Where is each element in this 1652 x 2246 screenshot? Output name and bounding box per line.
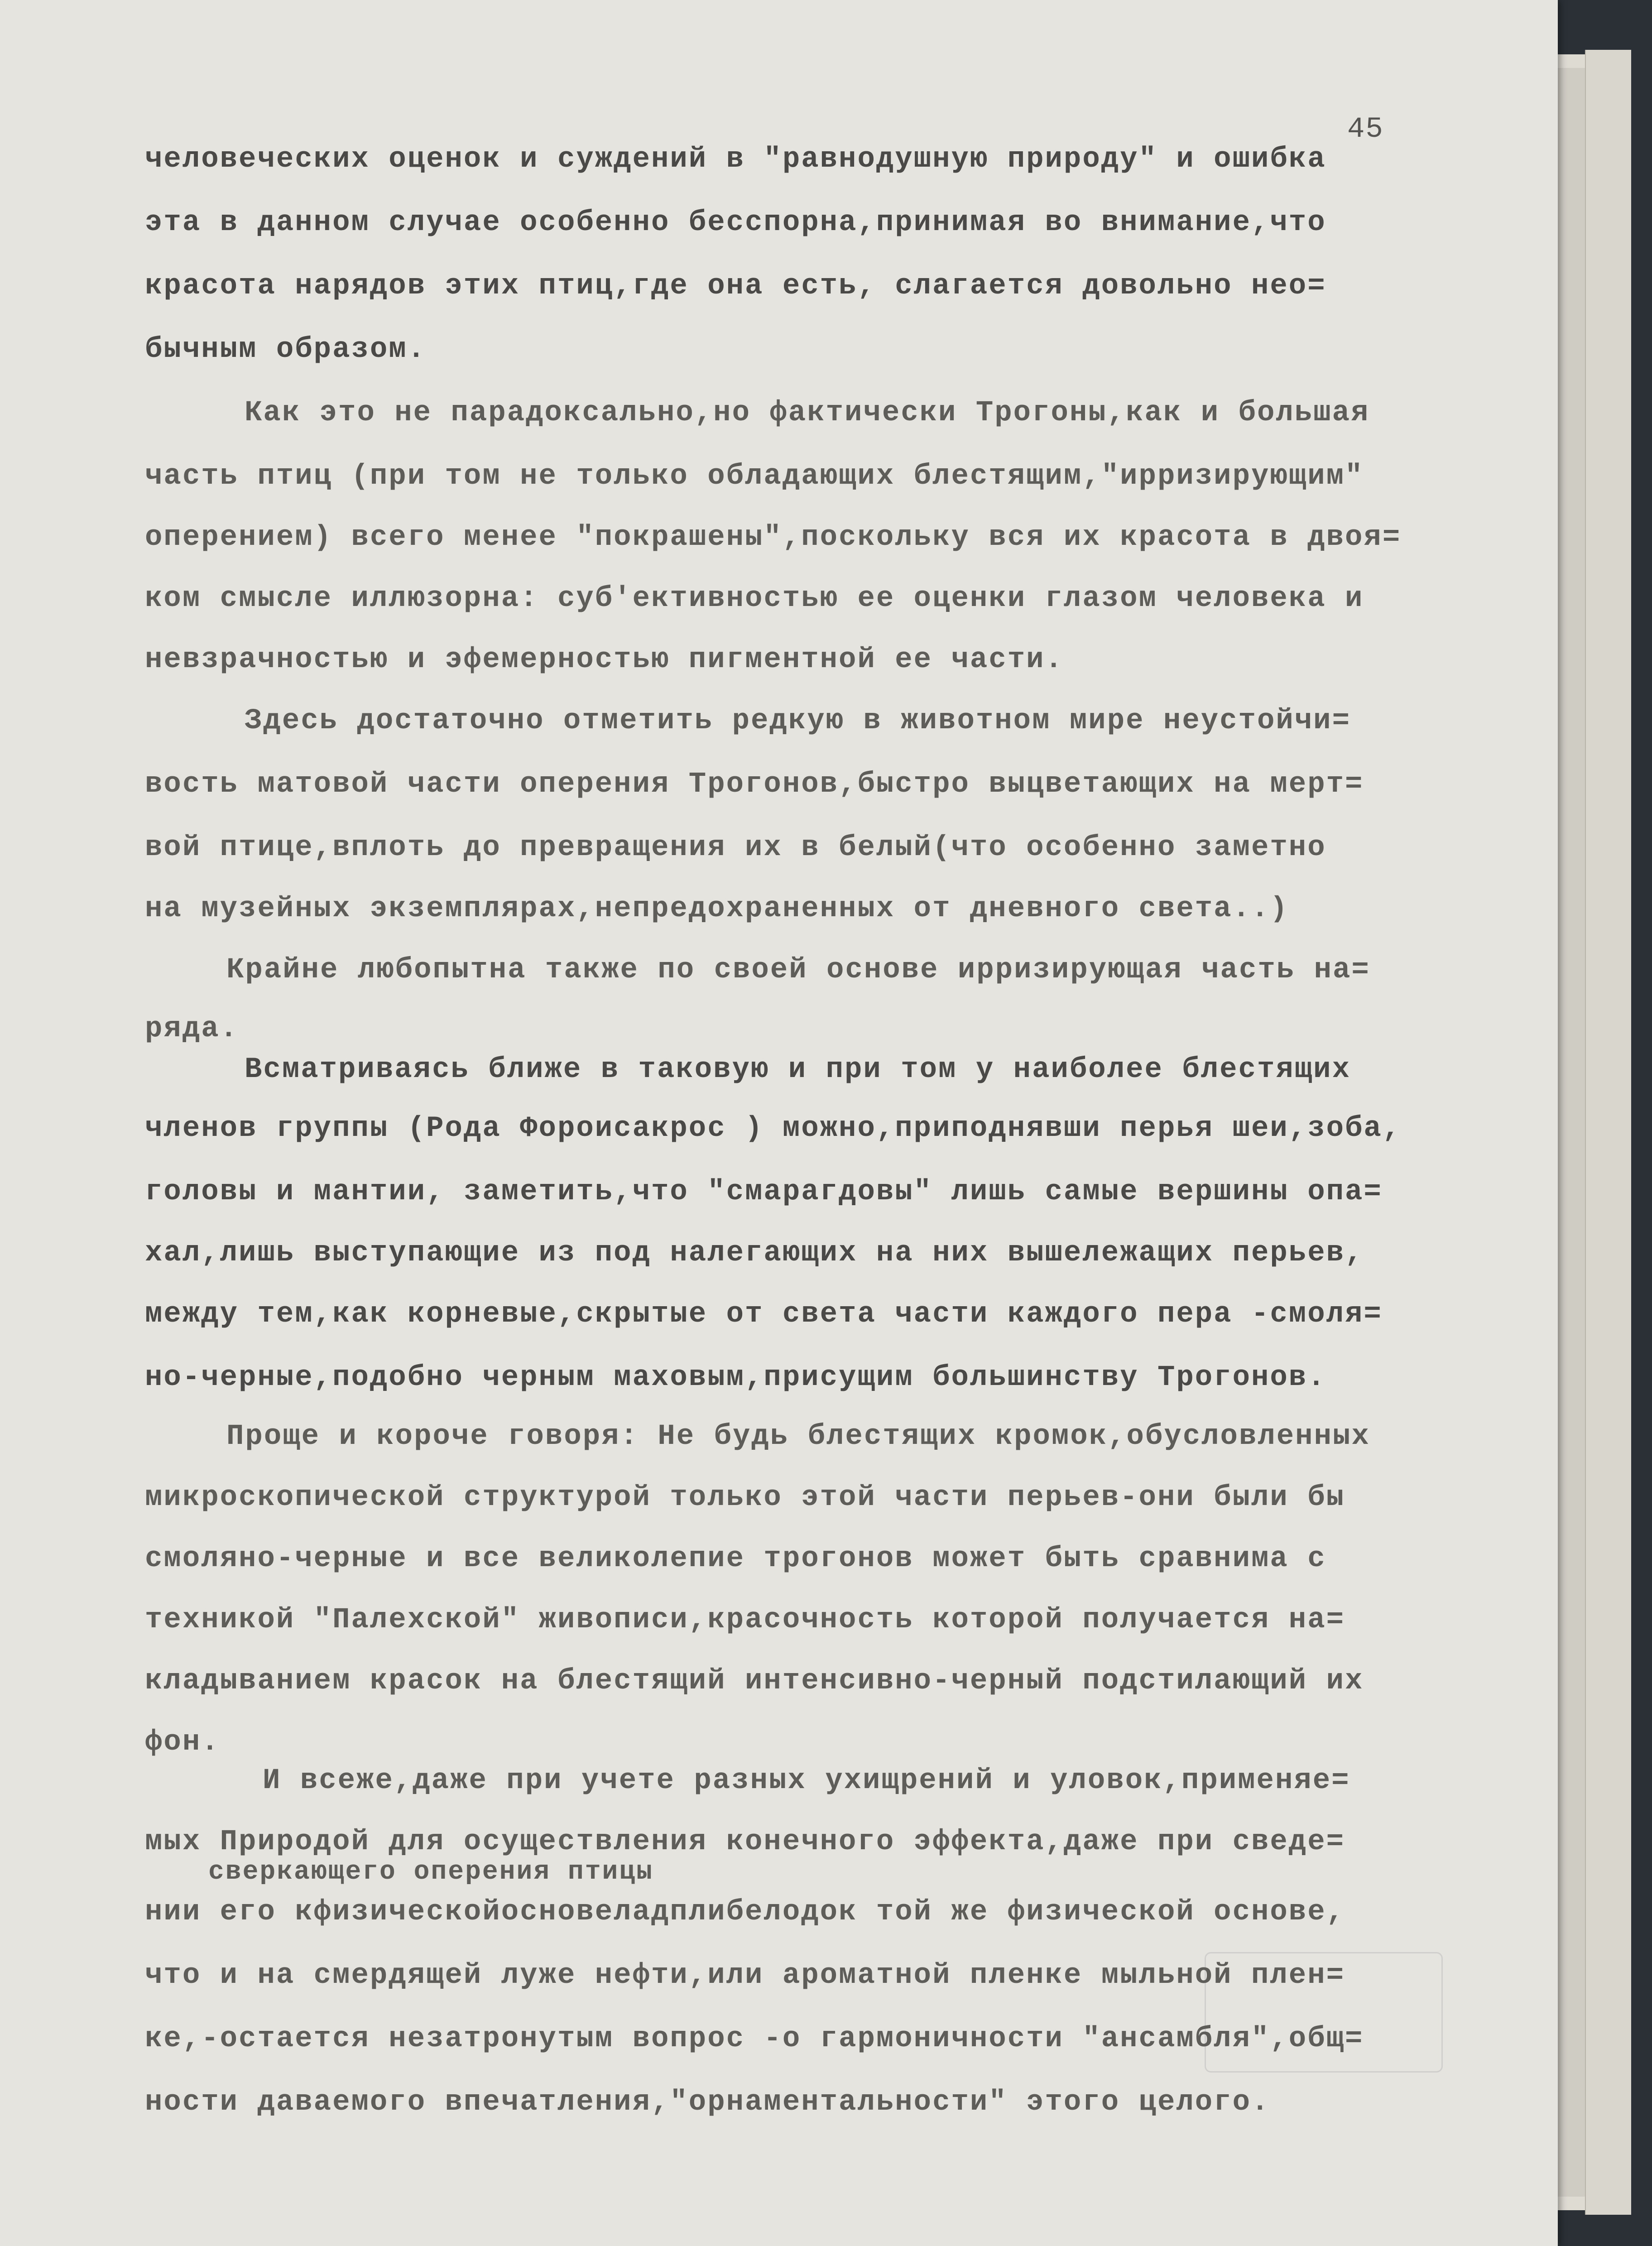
page-number: 45: [1347, 113, 1384, 146]
text-line: фон.: [145, 1726, 220, 1759]
text-line: но-черные,подобно черным маховым,присущим большинству Трогонов.: [145, 1361, 1326, 1394]
text-line: на музейных экземплярах,непредохраненных от дневного света..): [145, 893, 1289, 925]
text-line: бычным образом.: [145, 333, 427, 366]
text-line: невзрачностью и эфемерностью пигментной ее части.: [145, 644, 1064, 676]
text-line: ке,-остается незатронутым вопрос -о гармоничности "ансамбля",общ=: [145, 2023, 1364, 2055]
text-line: Всматриваясь ближе в таковую и при том у наиболее блестящих: [245, 1053, 1351, 1086]
text-line: ком смысле иллюзорна: суб'ективностью ее оценки глазом человека и: [145, 582, 1364, 615]
text-line: человеческих оценок и суждений в "равнодушную природу" и ошибка: [145, 143, 1326, 176]
text-line: головы и мантии, заметить,что "смарагдовы" лишь самые вершины опа=: [145, 1176, 1383, 1208]
text-line: Здесь достаточно отметить редкую в животном мире неустойчи=: [245, 705, 1351, 737]
text-line: нии его кфизическойосновеладплибелодок той же физической основе,: [145, 1896, 1345, 1929]
text-line: оперением) всего менее "покрашены",поскольку вся их красота в двоя=: [145, 521, 1402, 554]
text-line: что и на смердящей луже нефти,или ароматной пленке мыльной плен=: [145, 1959, 1345, 1992]
text-line: между тем,как корневые,скрытые от света части каждого пера -смоля=: [145, 1298, 1383, 1331]
text-line: техникой "Палехской" живописи,красочность которой получается на=: [145, 1604, 1345, 1636]
text-line: эта в данном случае особенно бесспорна,принимая во внимание,что: [145, 207, 1326, 239]
text-line-insertion: сверкающего оперения птицы: [208, 1857, 653, 1887]
text-line: И всеже,даже при учете разных ухищрений и уловок,применяе=: [263, 1765, 1350, 1797]
text-line: вость матовой части оперения Трогонов,быстро выцветающих на мерт=: [145, 768, 1364, 801]
text-line: красота нарядов этих птиц,где она есть, слагается довольно нео=: [145, 270, 1326, 303]
text-line: вой птице,вплоть до превращения их в белый(что особенно заметно: [145, 832, 1326, 864]
text-line: ности даваемого впечатления,"орнаментальности" этого целого.: [145, 2086, 1270, 2119]
text-line: Крайне любопытна также по своей основе ирризирующая часть на=: [226, 954, 1370, 986]
text-line: хал,лишь выступающие из под налегающих на них вышележащих перьев,: [145, 1237, 1364, 1270]
text-line: мых Природой для осуществления конечного эффекта,даже при сведе=: [145, 1826, 1345, 1858]
text-line: микроскопической структурой только этой части перьев-они были бы: [145, 1481, 1345, 1514]
page-stack-edge: [1585, 50, 1631, 2215]
text-line: ряда.: [145, 1013, 239, 1045]
text-line: Как это не парадоксально,но фактически Трогоны,как и большая: [245, 397, 1370, 429]
text-line: членов группы (Рода Фороисакрос ) можно,приподнявши перья шеи,зоба,: [145, 1112, 1402, 1145]
text-line: смоляно-черные и все великолепие трогонов может быть сравнима с: [145, 1543, 1326, 1575]
text-line: кладыванием красок на блестящий интенсивно-черный подстилающий их: [145, 1665, 1364, 1698]
text-line: Проще и короче говоря: Не будь блестящих кромок,обусловленных: [226, 1420, 1370, 1453]
text-line: часть птиц (при том не только обладающих блестящим,"ирризирующим": [145, 460, 1364, 493]
